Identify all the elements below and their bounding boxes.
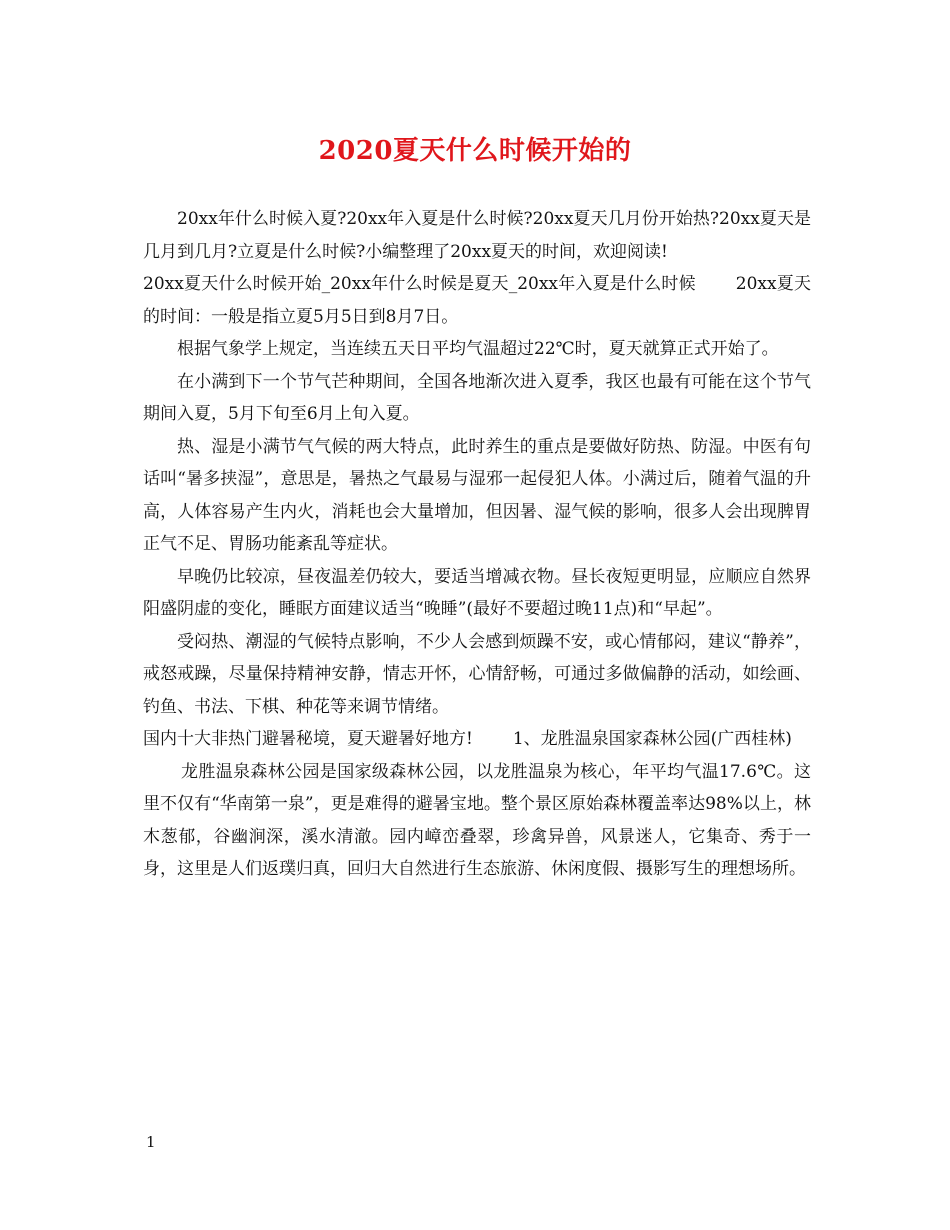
paragraph-headline-links xyxy=(143,268,811,333)
page-number: 1 xyxy=(146,1133,156,1151)
paragraph-heat-damp: 热、湿是小满节气气候的两大特点，此时养生的重点是要做好防热、防湿。中医有句话叫“暑多挟湿”，意思是，暑热之气最易与湿邪一起侵犯人体。小满过后，随着气温的升高，人体容易产生内火，消耗也会大量增加，但因暑、湿气候的影响，很多人会出现脾胃正气不足、胃肠功能紊乱等症状。 xyxy=(143,436,811,554)
paragraph-sleep: 早晚仍比较凉，昼夜温差仍较大，要适当增减衣物。昼长夜短更明显，应顺应自然界阳盛阴虚的变化，睡眠方面建议适当“晚睡”(最好不要超过晚11点)和“早起”。 xyxy=(143,566,811,619)
paragraph-intro: 20xx年什么时候入夏?20xx年入夏是什么时候?20xx夏天几月份开始热?20xx夏天是几月到几月?立夏是什么时候?小编整理了20xx夏天的时间，欢迎阅读! xyxy=(143,209,811,262)
headline-text: 20xx夏天什么时候开始_20xx年什么时候是夏天_20xx年入夏是什么时候 xyxy=(143,274,696,294)
document-title: 2020夏天什么时候开始的 xyxy=(318,136,632,166)
destinations-heading: 国内十大非热门避暑秘境，夏天避暑好地方! xyxy=(143,729,473,749)
paragraph-destinations xyxy=(143,723,811,756)
destination-1-title: 1、龙胜温泉国家森林公园(广西桂林) xyxy=(512,729,792,749)
paragraph-mood: 受闷热、潮湿的气候特点影响，不少人会感到烦躁不安，或心情郁闷，建议“静养”，戒怒戒躁，尽量保持精神安静，情志开怀，心情舒畅，可通过多做偏静的活动，如绘画、钓鱼、书法、下棋、种花等来调节情绪。 xyxy=(143,631,811,717)
document-body xyxy=(143,203,811,886)
paragraph-xiaoman: 在小满到下一个节气芒种期间，全国各地渐次进入夏季，我区也最有可能在这个节气期间入夏，5月下旬至6月上旬入夏。 xyxy=(143,371,811,424)
summer-time-text: 20xx夏天的时间：一般是指立夏5月5日到8月7日。 xyxy=(143,274,812,327)
paragraph-meteorology: 根据气象学上规定，当连续五天日平均气温超过22℃时，夏天就算正式开始了。 xyxy=(177,339,779,359)
paragraph-longsheng: 龙胜温泉森林公园是国家级森林公园，以龙胜温泉为核心，年平均气温17.6℃。这里不仅有“华南第一泉”，更是难得的避暑宝地。整个景区原始森林覆盖率达98%以上，林木葱郁，谷幽涧深，溪水清澈。园内嶂峦叠翠，珍禽异兽，风景迷人，它集奇、秀于一身，这里是人们返璞归真，回归大自然进行生态旅游、休闲度假、摄影写生的理想场所。 xyxy=(143,761,811,879)
